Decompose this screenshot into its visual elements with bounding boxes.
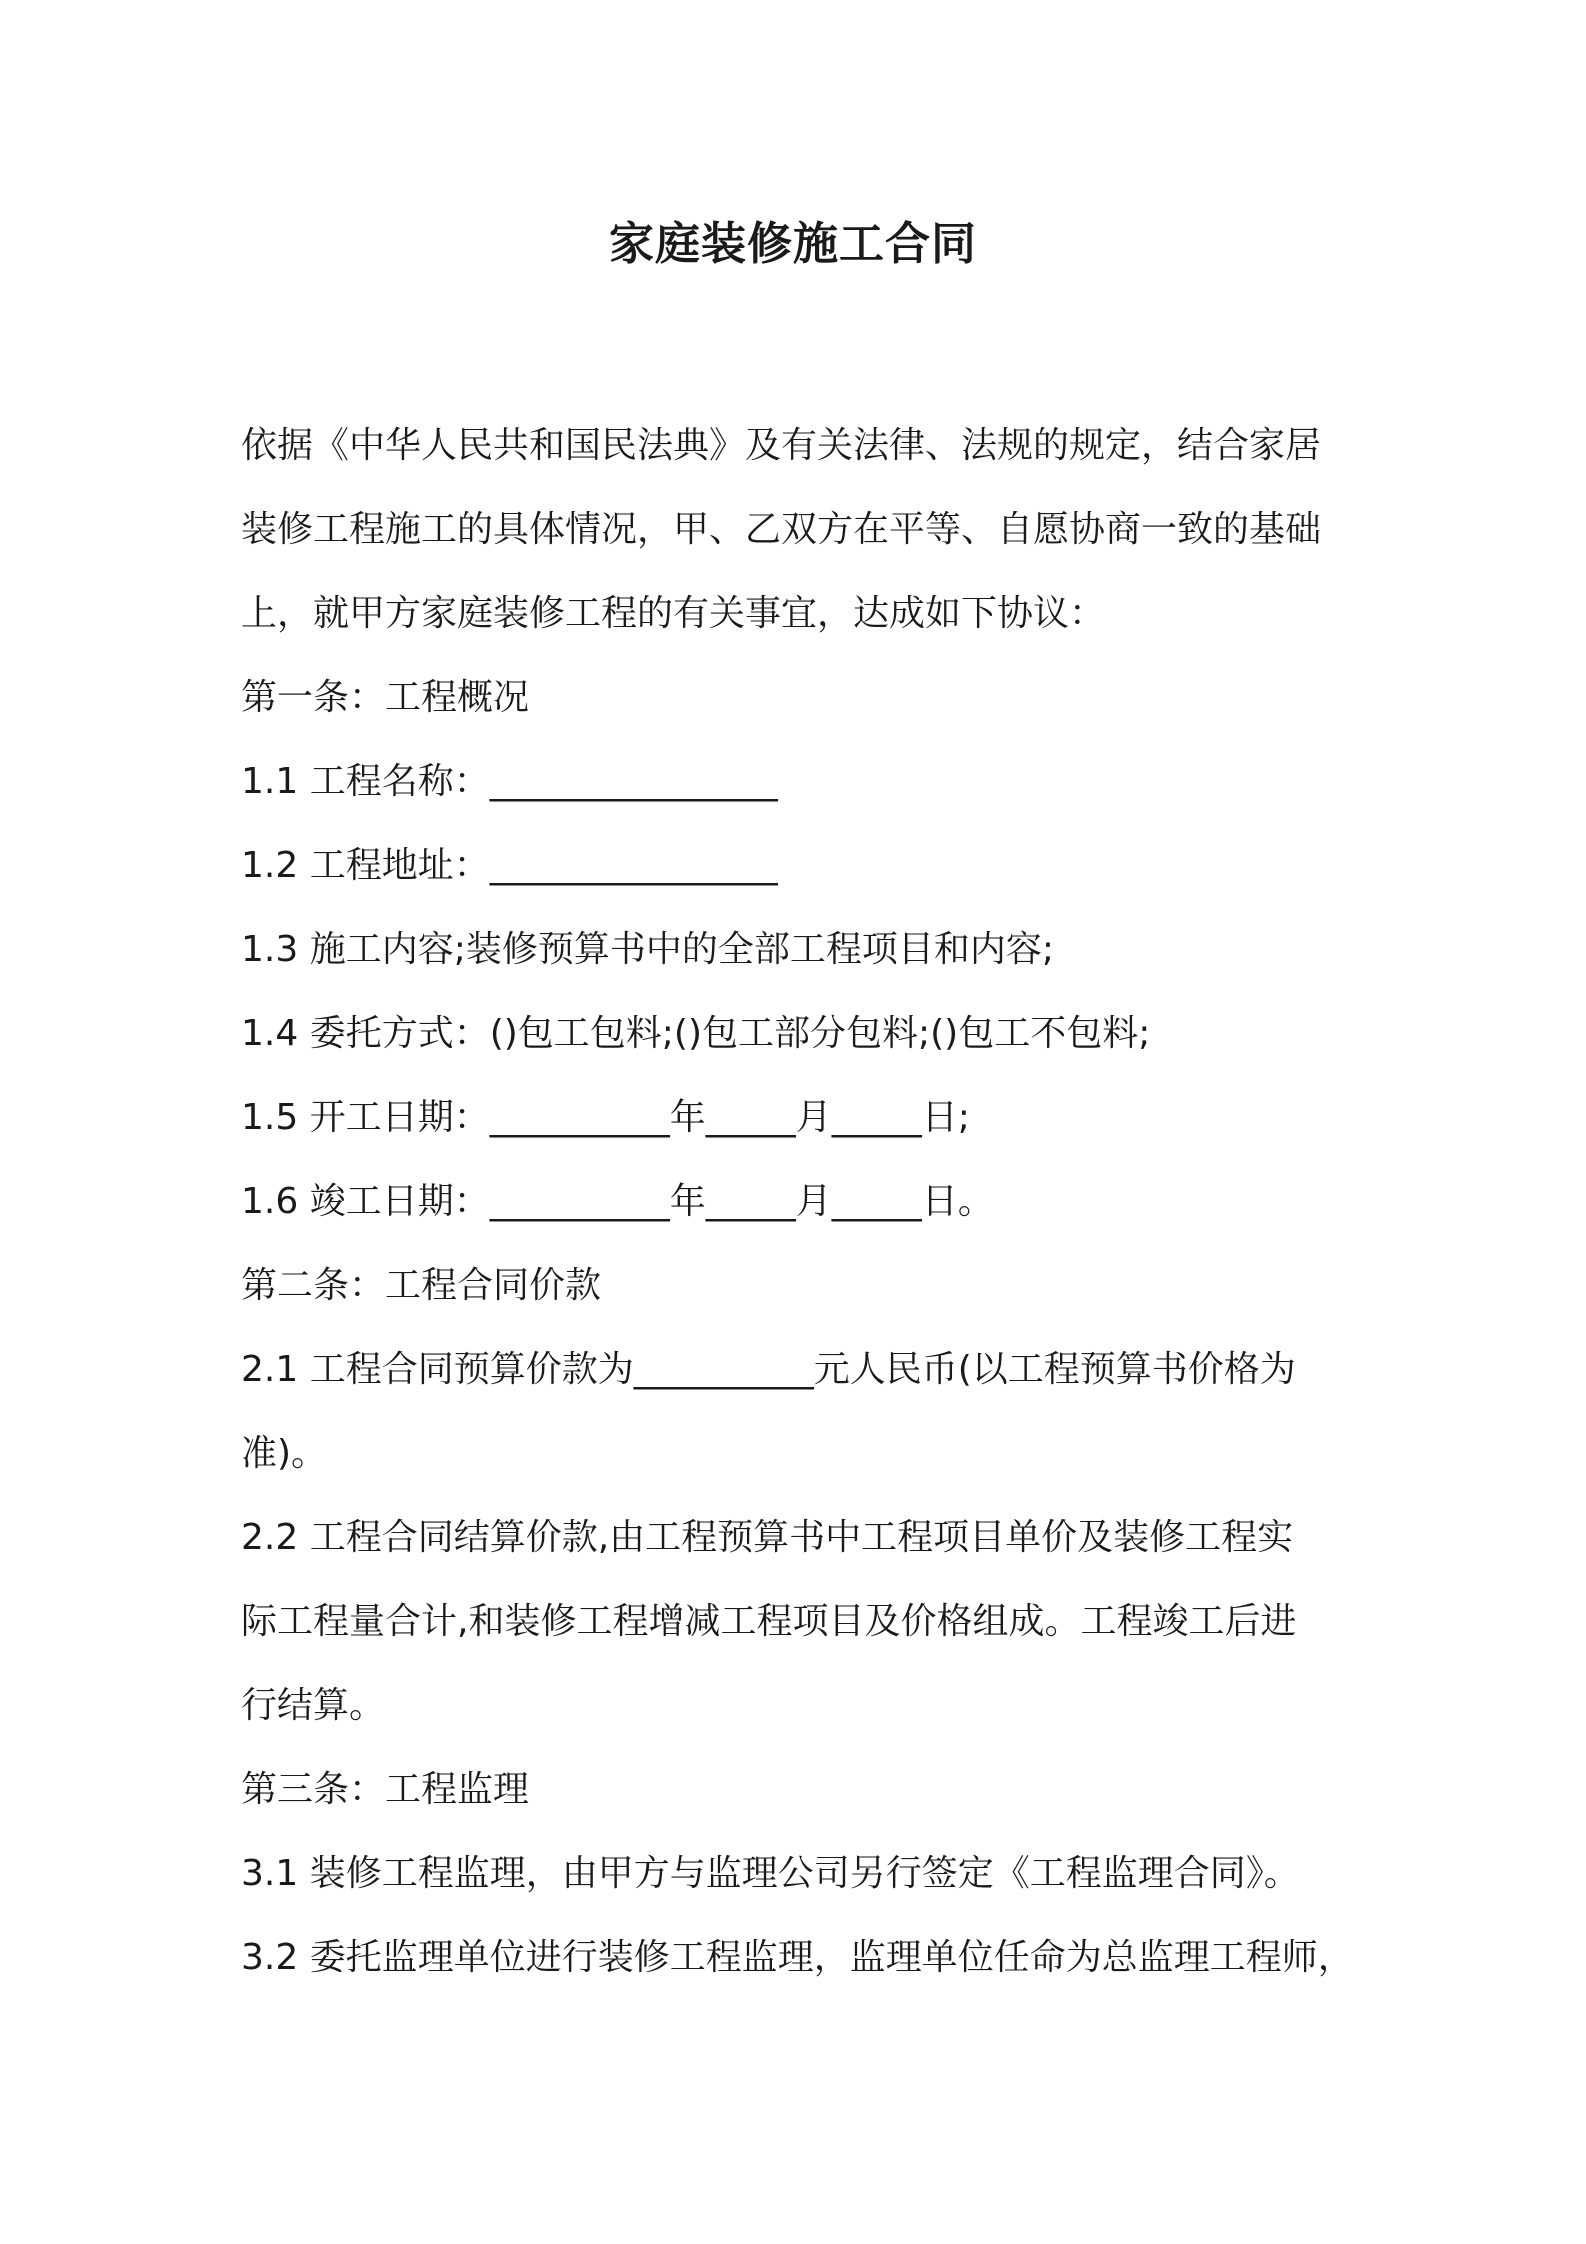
clause-2-2-line-3: 行结算。 — [241, 1685, 386, 1726]
clause-3-1: 3.1 装修工程监理，由甲方与监理公司另行签定《工程监理合同》。 — [241, 1853, 1300, 1894]
clause-1-3: 1.3 施工内容;装修预算书中的全部工程项目和内容; — [241, 929, 1054, 970]
intro-line-3: 上，就甲方家庭装修工程的有关事宜，达成如下协议： — [241, 593, 1106, 634]
clause-1-6: 1.6 竣工日期：__________年_____月_____日。 — [241, 1181, 994, 1222]
clause-2-1-line-1: 2.1 工程合同预算价款为__________元人民币(以工程预算书价格为 — [241, 1349, 1296, 1390]
article-3-heading: 第三条：工程监理 — [241, 1769, 530, 1810]
clause-2-2-line-1: 2.2 工程合同结算价款,由工程预算书中工程项目单价及装修工程实 — [241, 1517, 1294, 1558]
intro-line-1: 依据《中华人民共和国民法典》及有关法律、法规的规定，结合家居 — [241, 425, 1322, 466]
clause-1-4: 1.4 委托方式：()包工包料;()包工部分包料;()包工不包料; — [241, 1013, 1151, 1054]
clause-1-5: 1.5 开工日期：__________年_____月_____日; — [241, 1097, 970, 1138]
intro-line-2: 装修工程施工的具体情况，甲、乙双方在平等、自愿协商一致的基础 — [241, 509, 1322, 550]
document-title: 家庭装修施工合同 — [608, 217, 977, 270]
article-2-heading: 第二条：工程合同价款 — [241, 1265, 602, 1306]
clause-1-2: 1.2 工程地址：________________ — [241, 845, 778, 886]
clause-3-2: 3.2 委托监理单位进行装修工程监理，监理单位任命为总监理工程师， — [241, 1937, 1354, 1978]
clause-1-1: 1.1 工程名称：________________ — [241, 761, 778, 802]
article-1-heading: 第一条：工程概况 — [241, 677, 530, 718]
clause-2-2-line-2: 际工程量合计,和装修工程增减工程项目及价格组成。工程竣工后进 — [241, 1601, 1297, 1642]
clause-2-1-line-2: 准)。 — [241, 1433, 328, 1474]
contract-body — [241, 404, 1361, 2000]
